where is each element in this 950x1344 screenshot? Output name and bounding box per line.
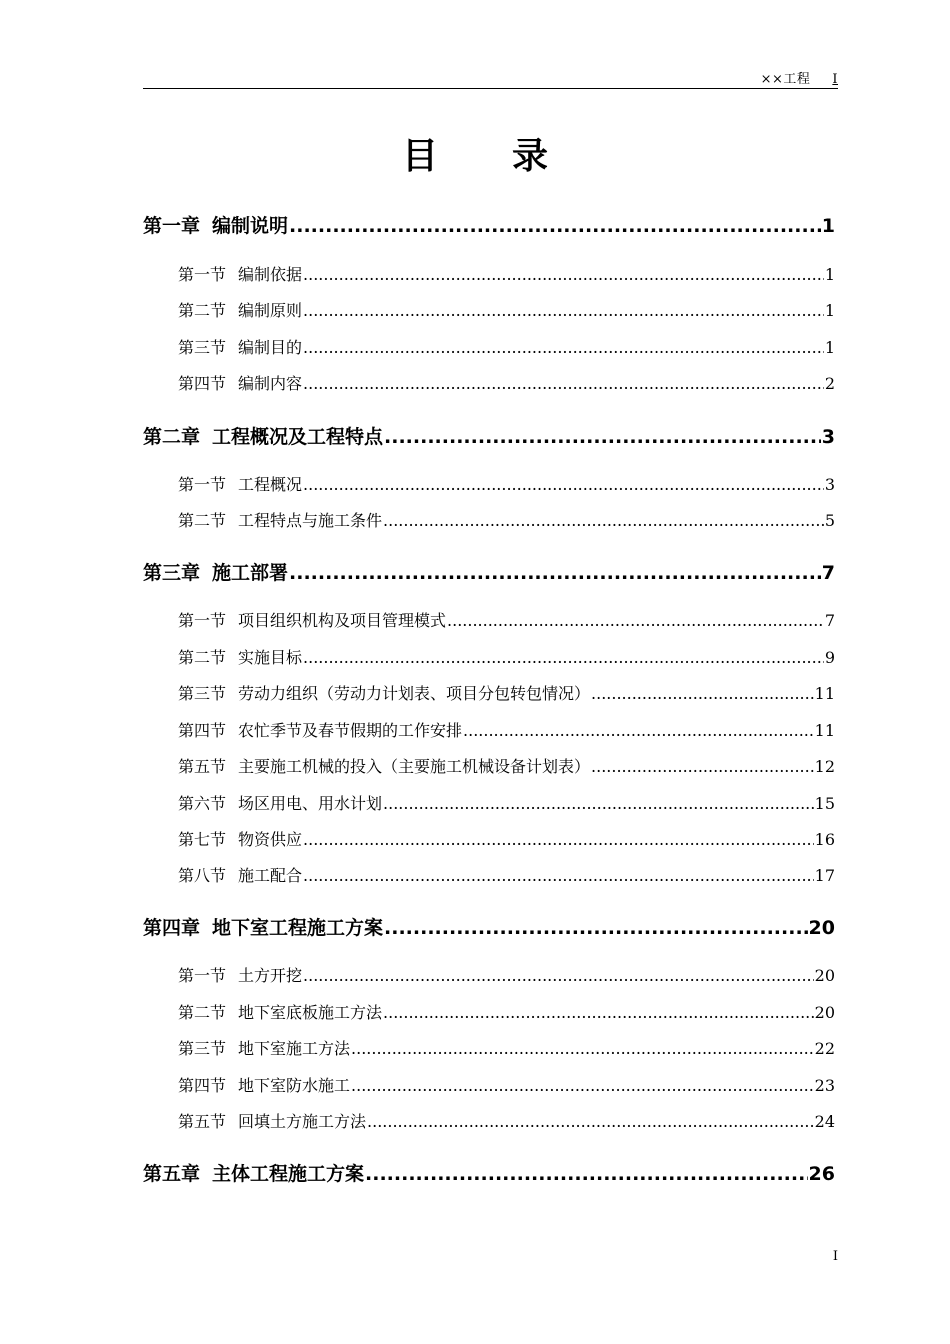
toc-section-entry[interactable] xyxy=(178,262,835,285)
toc-entry-number: 第五章 xyxy=(143,1163,201,1185)
toc-dot-leader xyxy=(303,966,814,985)
footer-page-number: I xyxy=(832,1249,838,1264)
toc-dot-leader xyxy=(289,562,821,584)
toc-section-entry[interactable] xyxy=(178,1036,835,1059)
toc-entry-page: 11 xyxy=(814,684,835,703)
toc-section-entry[interactable] xyxy=(178,754,835,777)
toc-section-entry[interactable] xyxy=(178,718,835,741)
toc-dot-leader xyxy=(303,830,814,849)
toc-section-entry[interactable] xyxy=(178,681,835,704)
toc-entry-page: 7 xyxy=(824,611,835,630)
toc-entry-title: 实施目标 xyxy=(238,648,303,667)
toc-entry-number: 第四节 xyxy=(178,721,227,740)
toc-section-entry[interactable] xyxy=(178,963,835,986)
toc-section-entry[interactable] xyxy=(178,1000,835,1023)
toc-entry-title: 工程特点与施工条件 xyxy=(238,511,383,530)
toc-section-entry[interactable] xyxy=(178,1073,835,1096)
toc-title-part2: 录 xyxy=(512,136,549,177)
toc-section-entry[interactable] xyxy=(178,791,835,814)
toc-dot-leader xyxy=(384,426,821,448)
toc-chapter-entry[interactable] xyxy=(143,913,835,940)
toc-chapter-entry[interactable] xyxy=(143,558,835,585)
toc-entry-title: 编制说明 xyxy=(212,215,289,237)
toc-entry-number: 第三章 xyxy=(143,562,201,584)
toc-dot-leader xyxy=(463,721,814,740)
toc-section-entry[interactable] xyxy=(178,608,835,631)
toc-entry-number: 第三节 xyxy=(178,684,227,703)
toc-entry-page: 2 xyxy=(824,374,835,393)
toc-chapter-entry[interactable] xyxy=(143,1159,835,1186)
toc-entry-page: 1 xyxy=(824,301,835,320)
toc-entry-number: 第四章 xyxy=(143,917,201,939)
toc-dot-leader xyxy=(303,866,814,885)
toc-entry-number: 第二节 xyxy=(178,301,227,320)
toc-entry-title: 项目组织机构及项目管理模式 xyxy=(238,611,447,630)
toc-entry-page: 20 xyxy=(808,917,835,939)
toc-section-entry[interactable] xyxy=(178,827,835,850)
toc-entry-number: 第一节 xyxy=(178,611,227,630)
toc-entry-page: 24 xyxy=(814,1112,835,1131)
toc-entry-page: 1 xyxy=(824,265,835,284)
toc-entry-page: 9 xyxy=(824,648,835,667)
toc-section-entry[interactable] xyxy=(178,298,835,321)
toc-entry-number: 第一章 xyxy=(143,215,201,237)
toc-entry-title: 场区用电、用水计划 xyxy=(238,794,383,813)
toc-dot-leader xyxy=(303,338,824,357)
toc-section-entry[interactable] xyxy=(178,508,835,531)
toc-section-entry[interactable] xyxy=(178,1109,835,1132)
toc-entry-page: 22 xyxy=(814,1039,835,1058)
toc-entry-title: 地下室工程施工方案 xyxy=(212,917,384,939)
toc-entry-title: 主要施工机械的投入（主要施工机械设备计划表） xyxy=(238,757,591,776)
toc-entry-page: 11 xyxy=(814,721,835,740)
toc-entry-number: 第一节 xyxy=(178,265,227,284)
toc-entry-page: 1 xyxy=(824,338,835,357)
header-page-label: I xyxy=(832,72,838,87)
toc-entry-number: 第一节 xyxy=(178,966,227,985)
toc-entry-title: 地下室施工方法 xyxy=(238,1039,351,1058)
toc-entry-page: 1 xyxy=(821,215,835,237)
toc-entry-number: 第四节 xyxy=(178,1076,227,1095)
toc-entry-title: 编制原则 xyxy=(238,301,303,320)
toc-entry-number: 第一节 xyxy=(178,475,227,494)
toc-title-part1: 目 xyxy=(401,136,438,177)
toc-section-entry[interactable] xyxy=(178,863,835,886)
toc-entry-number: 第七节 xyxy=(178,830,227,849)
toc-entry-title: 物资供应 xyxy=(238,830,303,849)
toc-entry-number: 第二章 xyxy=(143,426,201,448)
toc-entry-number: 第六节 xyxy=(178,794,227,813)
toc-entry-number: 第四节 xyxy=(178,374,227,393)
toc-entry-page: 15 xyxy=(814,794,835,813)
toc-entry-title: 回填土方施工方法 xyxy=(238,1112,367,1131)
toc-dot-leader xyxy=(303,265,824,284)
toc-entry-number: 第三节 xyxy=(178,338,227,357)
toc-entry-title: 地下室防水施工 xyxy=(238,1076,351,1095)
toc-chapter-entry[interactable] xyxy=(143,211,835,238)
toc-dot-leader xyxy=(591,684,814,703)
toc-entry-number: 第二节 xyxy=(178,648,227,667)
toc-entry-page: 23 xyxy=(814,1076,835,1095)
toc-entry-title: 农忙季节及春节假期的工作安排 xyxy=(238,721,463,740)
toc-dot-leader xyxy=(383,511,824,530)
toc-entry-title: 施工部署 xyxy=(212,562,289,584)
toc-entry-page: 7 xyxy=(821,562,835,584)
toc-entry-page: 17 xyxy=(814,866,835,885)
toc-entry-title: 编制目的 xyxy=(238,338,303,357)
toc-entry-title: 工程概况 xyxy=(238,475,303,494)
toc-dot-leader xyxy=(303,301,824,320)
toc-entry-page: 12 xyxy=(814,757,835,776)
toc-section-entry[interactable] xyxy=(178,645,835,668)
toc-entry-page: 20 xyxy=(814,966,835,985)
header-text xyxy=(761,68,838,87)
toc-entry-number: 第二节 xyxy=(178,1003,227,1022)
toc-entry-number: 第八节 xyxy=(178,866,227,885)
toc-section-entry[interactable] xyxy=(178,335,835,358)
toc-section-entry[interactable] xyxy=(178,371,835,394)
toc-entry-title: 主体工程施工方案 xyxy=(212,1163,365,1185)
toc-entry-number: 第五节 xyxy=(178,1112,227,1131)
toc-entry-title: 编制依据 xyxy=(238,265,303,284)
toc-dot-leader xyxy=(383,1003,814,1022)
toc-entry-title: 土方开挖 xyxy=(238,966,303,985)
toc-title xyxy=(0,128,950,179)
toc-dot-leader xyxy=(289,215,821,237)
toc-entry-page: 16 xyxy=(814,830,835,849)
toc-dot-leader xyxy=(591,757,814,776)
toc-dot-leader xyxy=(303,374,824,393)
toc-entry-title: 编制内容 xyxy=(238,374,303,393)
toc-entry-page: 20 xyxy=(814,1003,835,1022)
toc-entry-title: 施工配合 xyxy=(238,866,303,885)
toc-entry-page: 5 xyxy=(824,511,835,530)
toc-dot-leader xyxy=(447,611,824,630)
page-header xyxy=(143,66,838,89)
header-doc-name: ××工程 xyxy=(760,72,811,87)
toc-entry-title: 劳动力组织（劳动力计划表、项目分包转包情况） xyxy=(238,684,591,703)
toc-section-entry[interactable] xyxy=(178,472,835,495)
toc-dot-leader xyxy=(365,1163,808,1185)
toc-dot-leader xyxy=(367,1112,814,1131)
toc-dot-leader xyxy=(351,1039,814,1058)
toc-entry-title: 工程概况及工程特点 xyxy=(212,426,384,448)
toc-entry-number: 第五节 xyxy=(178,757,227,776)
toc-dot-leader xyxy=(303,475,824,494)
toc-entry-number: 第二节 xyxy=(178,511,227,530)
toc-dot-leader xyxy=(383,794,814,813)
toc-entry-number: 第三节 xyxy=(178,1039,227,1058)
toc-dot-leader xyxy=(351,1076,814,1095)
toc-dot-leader xyxy=(303,648,824,667)
toc-entry-page: 3 xyxy=(824,475,835,494)
toc-chapter-entry[interactable] xyxy=(143,422,835,449)
toc-entry-page: 3 xyxy=(821,426,835,448)
toc-dot-leader xyxy=(384,917,808,939)
toc-entry-page: 26 xyxy=(808,1163,835,1185)
toc-entry-title: 地下室底板施工方法 xyxy=(238,1003,383,1022)
